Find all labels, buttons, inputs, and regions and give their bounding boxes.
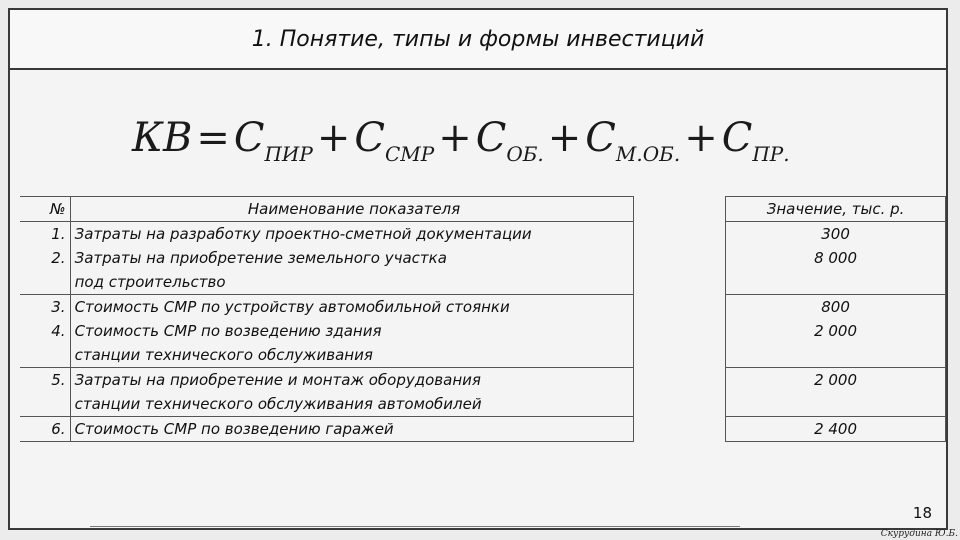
formula-term: $С_{М.ОБ.}$ [585,115,681,166]
header-value: Значение, тыс. р. [726,197,946,222]
header-num: № [20,197,70,222]
author-signature: Скурудина Ю.Б. [880,529,958,539]
header-name: Наименование показателя [70,197,634,222]
slide [8,8,948,530]
slide-title: 1. Понятие, типы и формы инвестиций [251,26,705,52]
formula-term: $С_{СМР}$ [354,115,435,166]
table-row: 3. Стоимость СМР по устройству автомобильной стоянки 800 [20,295,946,320]
table-row: 2. Затраты на приобретение земельного участка под строительство 8 000 [20,246,946,295]
table-header-row [20,197,946,222]
formula-plus: + [684,115,718,161]
footer-divider [90,526,740,527]
table-row: 5. Затраты на приобретение и монтаж оборудования станции технического обслуживания автомобилей 2 000 [20,368,946,417]
investment-table [20,196,946,442]
formula-plus: + [438,115,472,161]
table-row: 6. Стоимость СМР по возведению гаражей 2 400 [20,417,946,442]
formula-plus: + [547,115,582,161]
formula-plus: + [316,115,351,161]
page-number: 18 [912,504,932,522]
table-row: 4. Стоимость СМР по возведению здания станции технического обслуживания 2 000 [20,319,946,368]
title-bar [10,10,946,70]
formula-term: $С_{ПИР}$ [233,115,313,166]
formula-equals: = [196,115,230,161]
formula [132,115,790,166]
formula-term: $С_{ПР.}$ [721,115,790,166]
formula-lhs: КВ [132,115,193,161]
table-row: 1. Затраты на разработку проектно-сметной документации 300 [20,222,946,247]
formula-term: $С_{ОБ.}$ [475,115,544,166]
